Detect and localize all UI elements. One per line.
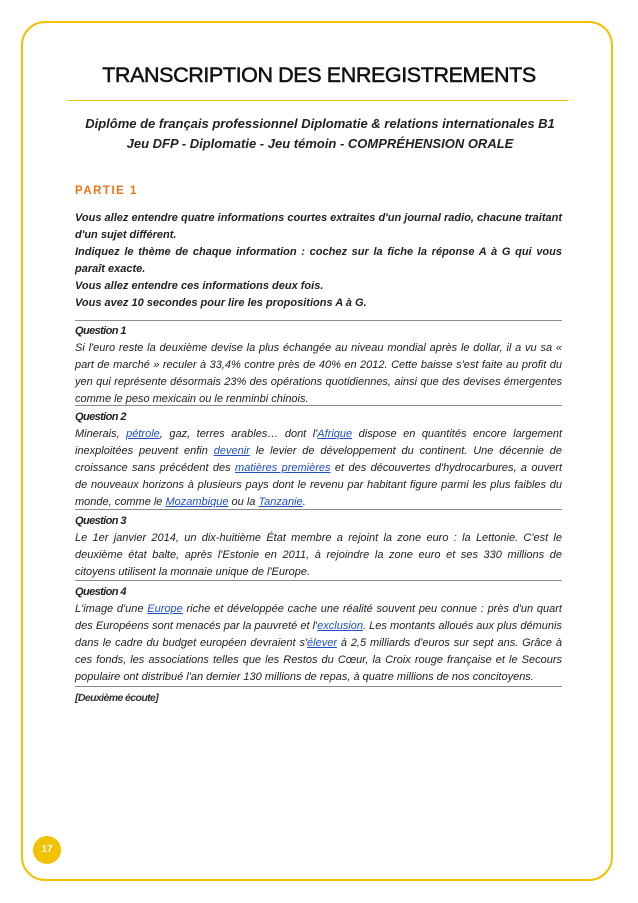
- question-3: [75, 513, 562, 581]
- link-petrole[interactable]: pétrole: [126, 428, 160, 440]
- question-text: , gaz, terres arables… dont l': [159, 428, 318, 440]
- question-title: Question 1: [75, 325, 126, 337]
- question-text: .: [302, 496, 306, 508]
- link-afrique[interactable]: Afrique: [317, 428, 353, 440]
- title-underline: [68, 100, 568, 101]
- second-listening-note: [Deuxième écoute]: [75, 692, 159, 704]
- link-exclusion[interactable]: exclusion: [317, 620, 363, 632]
- page-title: TRANSCRIPTION DES ENREGISTREMENTS: [102, 63, 536, 87]
- link-matieres-premieres[interactable]: matières premières: [235, 462, 331, 474]
- instruction-line: Vous avez 10 secondes pour lire les propositions A à G.: [75, 297, 367, 309]
- instructions: [75, 210, 562, 312]
- separator: [75, 405, 562, 406]
- question-text: ou la: [228, 496, 259, 508]
- question-title: Question 4: [75, 586, 126, 598]
- question-text: . Les montants alloués aux plus démunis dans le cadre du budget européen devraient s': [75, 620, 562, 649]
- separator: [75, 580, 562, 581]
- separator: [75, 320, 562, 321]
- question-text: Le 1er janvier 2014, un dix-huitième État membre a rejoint la zone euro : la Lettonie. C'est le deuxième état balte, après l'Estonie en 2011, à rejoindre la zone euro et ses 330 millions de citoyens utilisent la monnaie unique de l'Europe.: [75, 532, 562, 578]
- question-text: et des découvertes d'hydrocarbures, a ouvert de nouveaux horizons à plusieurs pays dont le revenu par habitant figure parmi les plus faibles du monde, comme le: [75, 462, 562, 508]
- instruction-line: Indiquez le thème de chaque information : cochez sur la fiche la réponse A à G qui vous paraît exacte.: [75, 246, 562, 275]
- question-text: à 2,5 milliards d'euros sur sept ans. Grâce à ces fonds, les associations telles que les Restos du Cœur, la Croix rouge française et le Secours populaire ont distribué l'an dernier 130 millions de repas, à quatre millions de nos concitoyens.: [75, 637, 563, 683]
- page-subtitle: [60, 114, 580, 154]
- question-text: Si l'euro reste la deuxième devise la plus échangée au niveau mondial après le dollar, il a vu sa « part de marché » reculer à 33,4% contre près de 40% en 2012. Cette baisse s'est faite au profit du yen qui représente désormais 23% des opérations quotidiennes, ainsi que des devises émergentes comme le peso mexicain ou le renminbi chinois.: [75, 342, 562, 405]
- page-number-badge: 17: [33, 836, 61, 864]
- subtitle-line-2: Jeu DFP - Diplomatie - Jeu témoin - COMPRÉHENSION ORALE: [126, 136, 514, 151]
- question-text: le levier de développement du continent. Une décennie de croissance sans précédent des: [75, 445, 563, 474]
- question-title: Question 3: [75, 515, 126, 527]
- question-text: L'image d'une: [75, 603, 148, 615]
- instruction-line: Vous allez entendre ces informations deux fois.: [75, 280, 324, 292]
- question-text: dispose en quantités encore largement inexploitées peuvent enfin: [75, 428, 563, 457]
- link-elever[interactable]: élever: [307, 637, 338, 649]
- part-label: PARTIE 1: [75, 185, 138, 197]
- question-title: Question 2: [75, 411, 126, 423]
- link-tanzanie[interactable]: Tanzanie: [258, 496, 303, 508]
- link-mozambique[interactable]: Mozambique: [165, 496, 229, 508]
- question-4: [75, 584, 562, 686]
- question-text: Minerais,: [75, 428, 127, 440]
- instruction-line: Vous allez entendre quatre informations courtes extraites d'un journal radio, chacune traitant d'un sujet différent.: [75, 212, 562, 241]
- separator: [75, 686, 562, 687]
- question-2: [75, 409, 562, 511]
- question-text: riche et développée cache une réalité souvent peu connue : près d'un quart des Européens sont menacés par la pauvreté et l': [75, 603, 562, 632]
- link-devenir[interactable]: devenir: [213, 445, 250, 457]
- question-1: [75, 323, 562, 408]
- separator: [75, 509, 562, 510]
- link-europe[interactable]: Europe: [147, 603, 183, 615]
- subtitle-line-1: Diplôme de français professionnel Diplomatie & relations internationales B1: [85, 116, 555, 131]
